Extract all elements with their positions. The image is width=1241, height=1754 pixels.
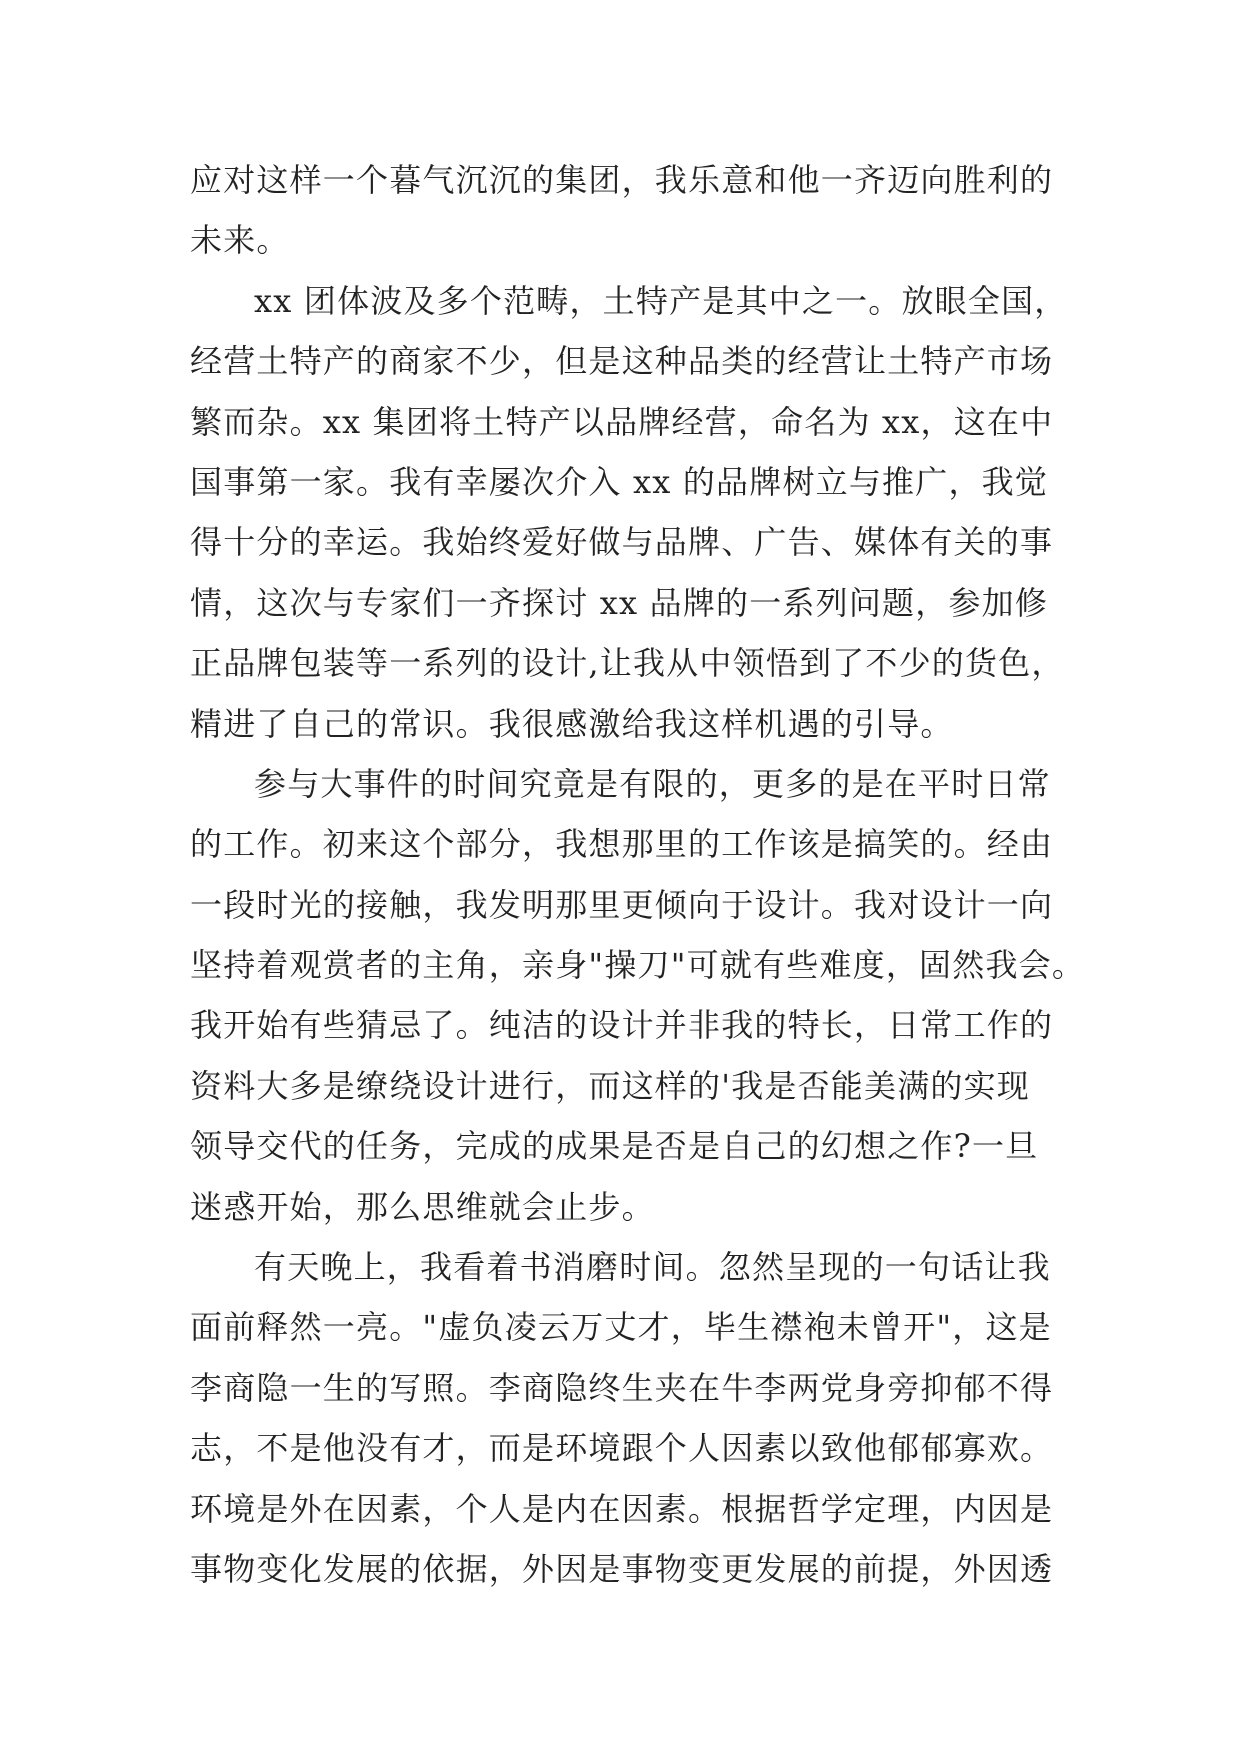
text-line: 领导交代的任务，完成的成果是否是自己的幻想之作?一旦 (190, 1127, 1039, 1166)
text-line: 环境是外在因素，个人是内在因素。根据哲学定理，内因是 (190, 1489, 1054, 1528)
text-line: 未来。 (190, 221, 290, 260)
text-line: 国事第一家。我有幸屡次介入 xx 的品牌树立与推广，我觉 (190, 462, 1049, 501)
text-line: 应对这样一个暮气沉沉的集团，我乐意和他一齐迈向胜利的 (190, 161, 1054, 199)
text-line: 精进了自己的常识。我很感激给我这样机遇的引导。 (190, 704, 954, 743)
text-line: 坚持着观赏者的主角，亲身"操刀"可就有些难度，固然我会。 (190, 946, 1086, 985)
text-line: 情，这次与专家们一齐探讨 xx 品牌的一系列问题，参加修 (190, 583, 1049, 622)
text-line: 的工作。初来这个部分，我想那里的工作该是搞笑的。经由 (190, 825, 1054, 864)
paragraph (190, 754, 1086, 1237)
text-line: 一段时光的接触，我发明那里更倾向于设计。我对设计一向 (190, 885, 1054, 924)
text-line: 李商隐一生的写照。李商隐终生夹在牛李两党身旁抑郁不得 (190, 1368, 1054, 1407)
text-line: 繁而杂。xx 集团将土特产以品牌经营，命名为 xx，这在中 (190, 402, 1054, 441)
text-line: 得十分的幸运。我始终爱好做与品牌、广告、媒体有关的事 (190, 523, 1054, 562)
document-body (190, 150, 1086, 1599)
text-line: 我开始有些猜忌了。纯洁的设计并非我的特长，日常工作的 (190, 1006, 1054, 1045)
paragraph (190, 271, 1070, 754)
text-line: 经营土特产的商家不少，但是这种品类的经营让土特产市场 (190, 342, 1054, 381)
text-line: xx 团体波及多个范畴，土特产是其中之一。放眼全国， (254, 281, 1068, 320)
paragraph (190, 150, 1070, 271)
text-line: 参与大事件的时间究竟是有限的，更多的是在平时日常 (254, 764, 1051, 803)
paragraph (190, 1237, 1070, 1599)
text-line: 资料大多是缭绕设计进行，而这样的'我是否能美满的实现 (190, 1066, 1030, 1105)
text-line: 事物变化发展的依据，外因是事物变更发展的前提，外因透 (190, 1549, 1054, 1588)
text-line: 面前释然一亮。"虚负凌云万丈才，毕生襟袍未曾开"，这是 (190, 1308, 1052, 1347)
text-line: 正品牌包装等一系列的设计,让我从中领悟到了不少的货色， (190, 644, 1065, 683)
text-line: 迷惑开始，那么思维就会止步。 (190, 1187, 655, 1226)
text-line: 有天晚上，我看着书消磨时间。忽然呈现的一句话让我 (254, 1248, 1051, 1287)
text-line: 志，不是他没有才，而是环境跟个人因素以致他郁郁寡欢。 (190, 1429, 1054, 1468)
